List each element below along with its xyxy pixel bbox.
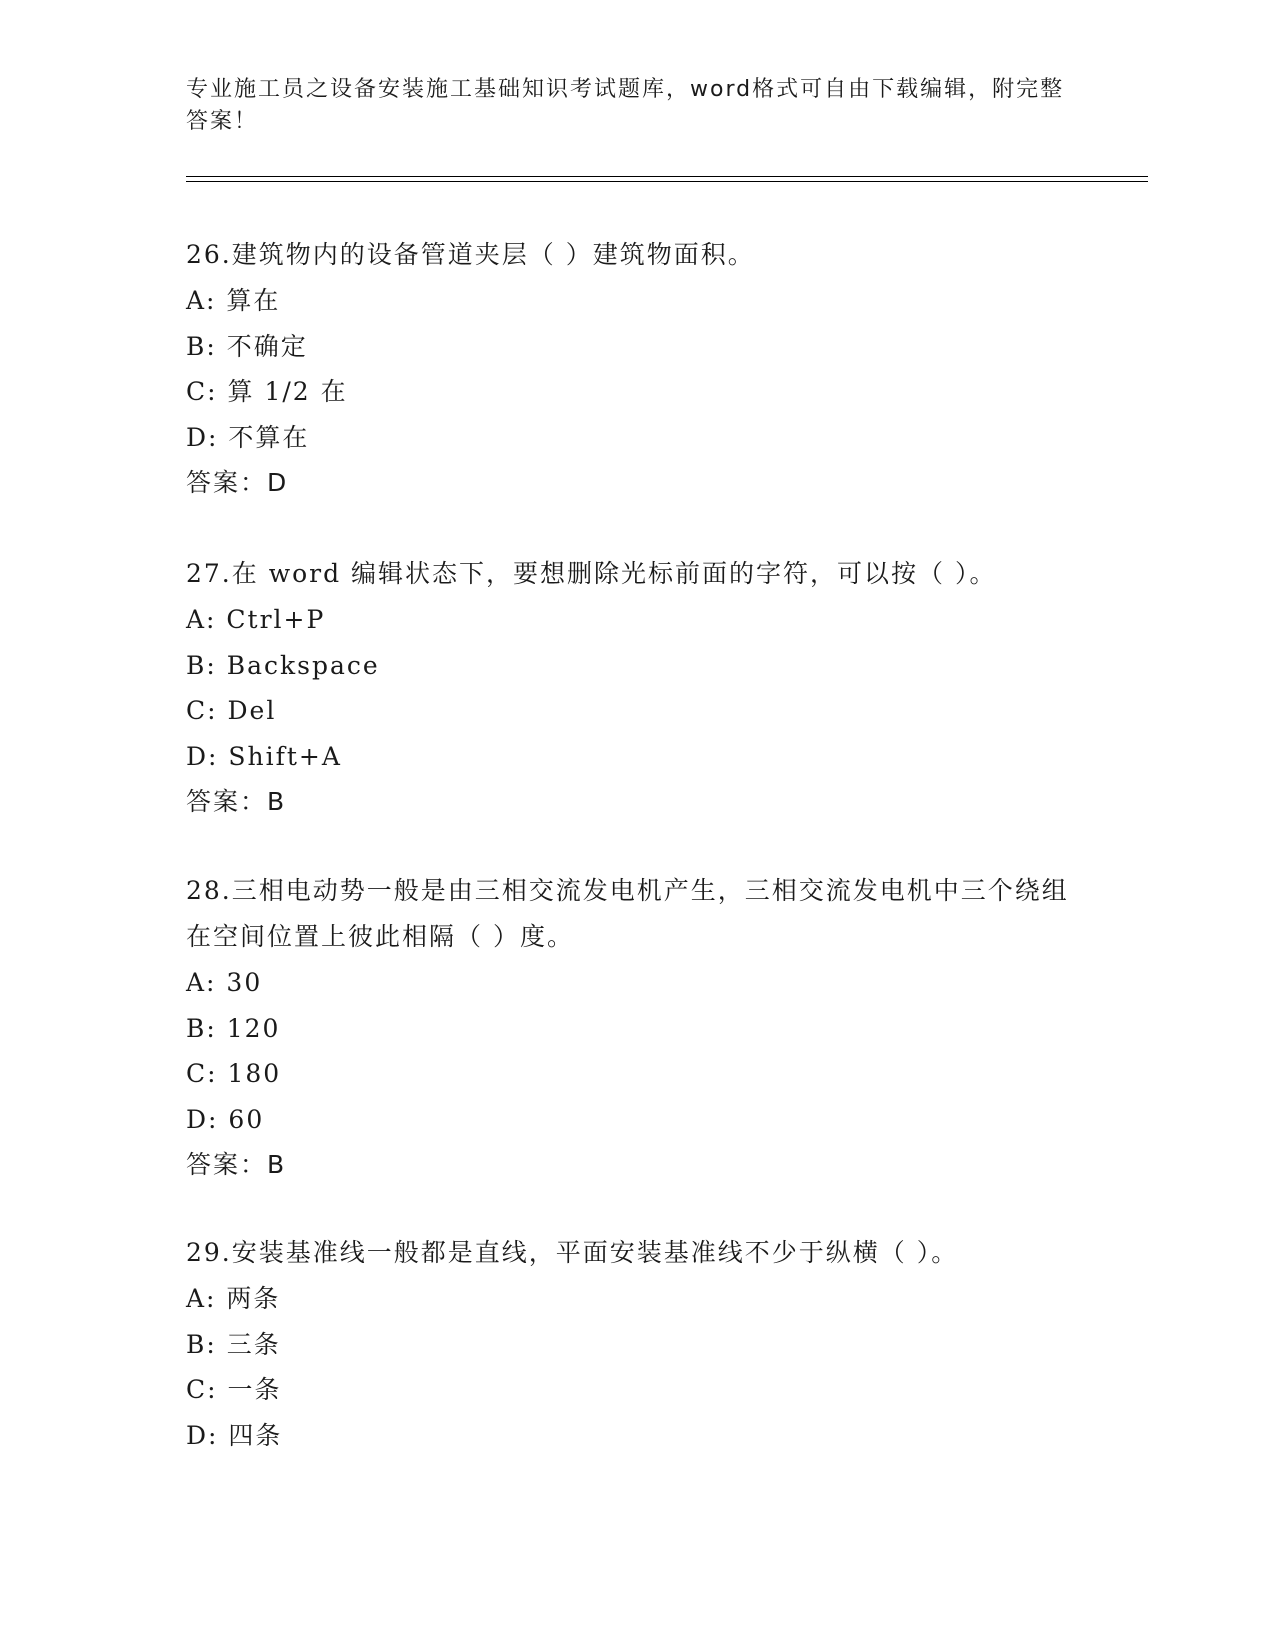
option-d: D: Shift+A bbox=[186, 741, 342, 771]
option-a: A: Ctrl+P bbox=[186, 605, 326, 634]
option-c: C: Del bbox=[186, 696, 277, 725]
question-29 bbox=[186, 1230, 1086, 1458]
header-divider-bottom bbox=[186, 181, 1148, 182]
option-a: A: 算在 bbox=[186, 286, 281, 315]
question-stem: 28.三相电动势一般是由三相交流发电机产生，三相交流发电机中三个绕组在空间位置上彼此相隔（ ）度。 bbox=[186, 876, 1069, 951]
option-c: C: 一条 bbox=[186, 1375, 282, 1404]
question-stem: 27.在 word 编辑状态下，要想删除光标前面的字符，可以按（ ）。 bbox=[186, 559, 997, 588]
option-b: B: 120 bbox=[186, 1013, 281, 1043]
answer-line: 答案：D bbox=[186, 468, 289, 497]
option-a: A: 两条 bbox=[186, 1284, 281, 1313]
option-b: B: 不确定 bbox=[186, 331, 308, 361]
question-26 bbox=[186, 232, 1086, 506]
answer-line: 答案：B bbox=[186, 787, 287, 816]
option-d: D: 60 bbox=[186, 1104, 265, 1134]
question-stem: 29.安装基准线一般都是直线，平面安装基准线不少于纵横（ ）。 bbox=[186, 1238, 959, 1267]
option-d: D: 四条 bbox=[186, 1420, 283, 1450]
document-header: 专业施工员之设备安装施工基础知识考试题库，word格式可自由下载编辑，附完整答案！ bbox=[186, 77, 1065, 134]
question-27 bbox=[186, 551, 1086, 825]
question-28 bbox=[186, 868, 1086, 1188]
option-c: C: 算 1/2 在 bbox=[186, 377, 348, 406]
option-b: B: Backspace bbox=[186, 650, 380, 680]
option-b: B: 三条 bbox=[186, 1329, 281, 1359]
answer-line: 答案：B bbox=[186, 1150, 287, 1179]
question-stem: 26.建筑物内的设备管道夹层（ ）建筑物面积。 bbox=[186, 240, 755, 269]
header-divider-top bbox=[186, 176, 1148, 177]
option-a: A: 30 bbox=[186, 968, 263, 997]
option-c: C: 180 bbox=[186, 1059, 282, 1088]
option-d: D: 不算在 bbox=[186, 422, 310, 452]
